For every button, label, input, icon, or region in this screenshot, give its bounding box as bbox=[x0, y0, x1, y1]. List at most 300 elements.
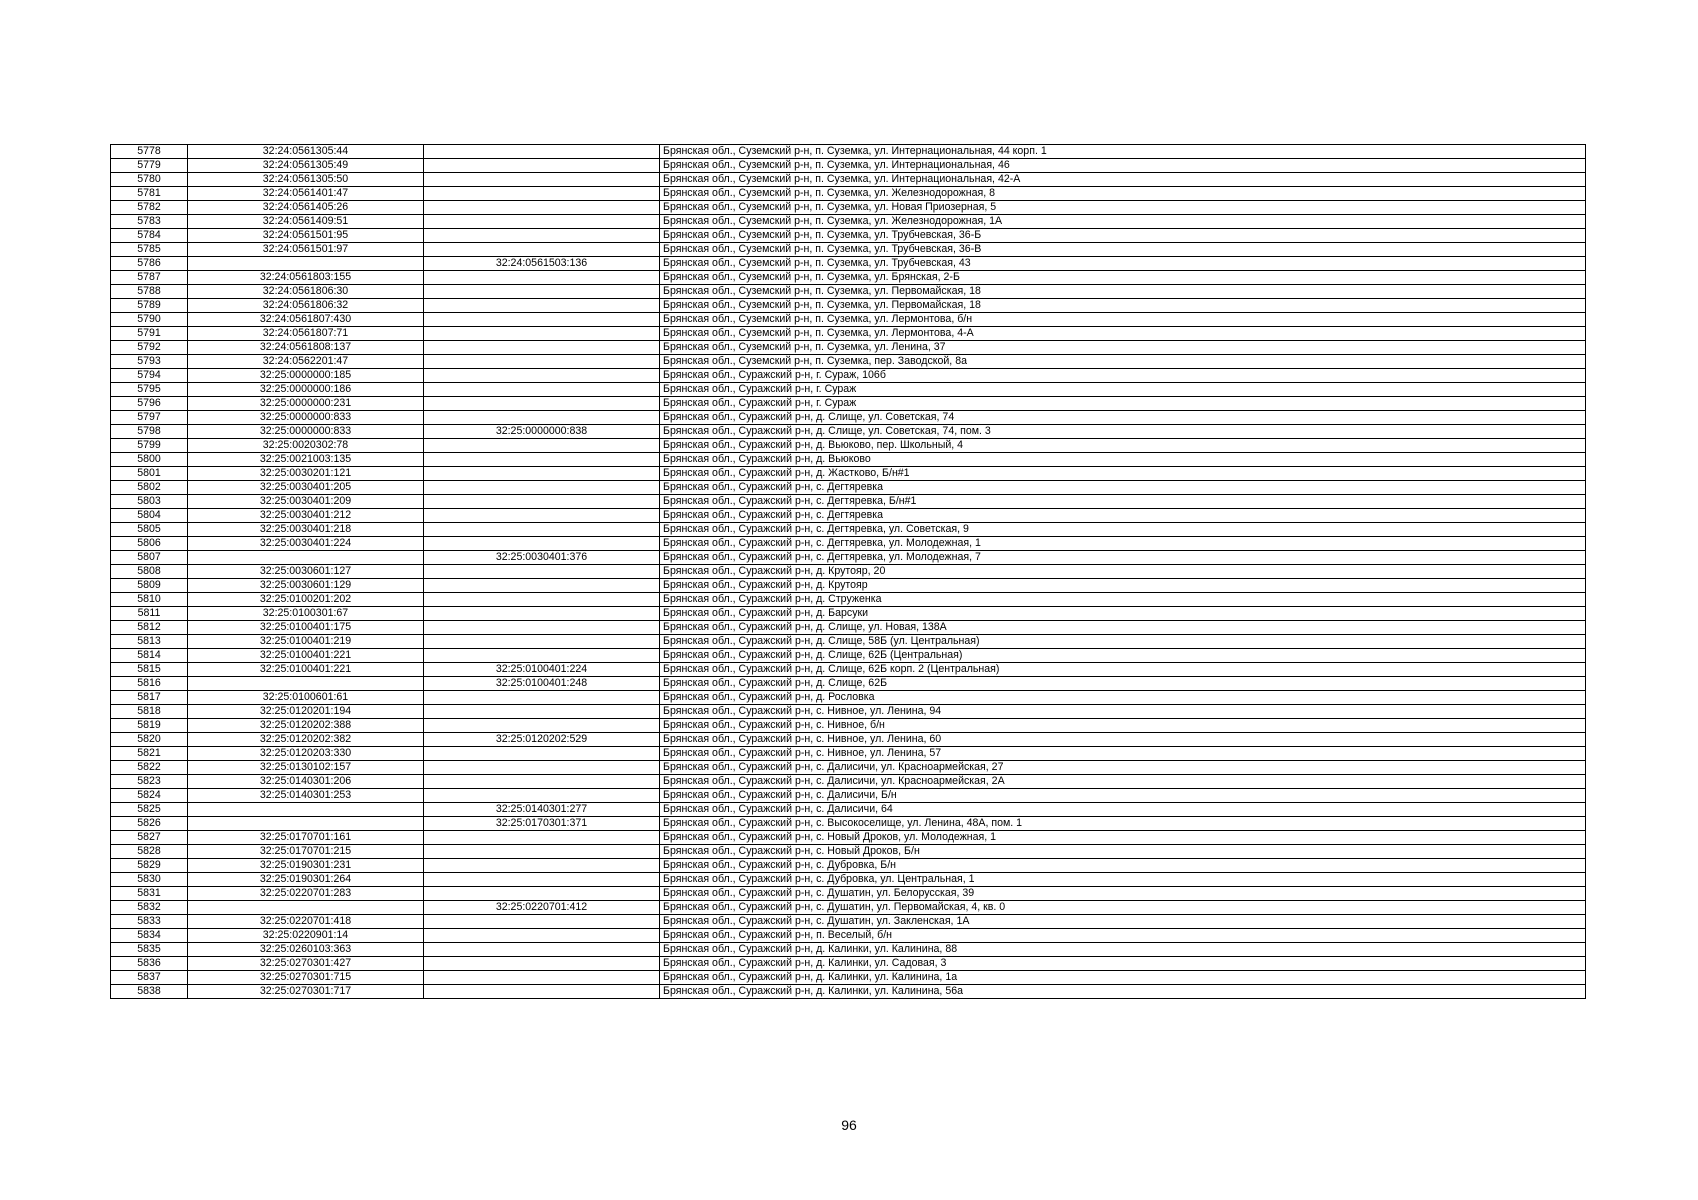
row-number-cell: 5827 bbox=[111, 831, 188, 845]
cadastral-number-cell: 32:25:0100401:221 bbox=[188, 649, 424, 663]
address-cell: Брянская обл., Суражский р-н, д. Крутояр, 20 bbox=[660, 565, 1586, 579]
row-number-cell: 5820 bbox=[111, 733, 188, 747]
cadastral-number-cell: 32:24:0561305:50 bbox=[188, 173, 424, 187]
address-cell: Брянская обл., Суземский р-н, п. Суземка, ул. Лермонтова, б/н bbox=[660, 313, 1586, 327]
related-cadastral-number-cell bbox=[424, 327, 660, 341]
address-cell: Брянская обл., Суражский р-н, с. Дегтяревка, Б/н#1 bbox=[660, 495, 1586, 509]
related-cadastral-number-cell bbox=[424, 705, 660, 719]
table-row bbox=[111, 341, 1586, 355]
related-cadastral-number-cell: 32:25:0140301:277 bbox=[424, 803, 660, 817]
row-number-cell: 5799 bbox=[111, 439, 188, 453]
row-number-cell: 5790 bbox=[111, 313, 188, 327]
address-cell: Брянская обл., Суземский р-н, п. Суземка, ул. Интернациональная, 46 bbox=[660, 159, 1586, 173]
row-number-cell: 5830 bbox=[111, 873, 188, 887]
table-row bbox=[111, 887, 1586, 901]
cadastral-number-cell: 32:24:0561808:137 bbox=[188, 341, 424, 355]
cadastral-number-cell bbox=[188, 257, 424, 271]
related-cadastral-number-cell bbox=[424, 649, 660, 663]
row-number-cell: 5803 bbox=[111, 495, 188, 509]
address-cell: Брянская обл., Суражский р-н, с. Дубровка, Б/н bbox=[660, 859, 1586, 873]
cadastral-number-cell: 32:25:0100401:221 bbox=[188, 663, 424, 677]
address-cell: Брянская обл., Суземский р-н, п. Суземка, ул. Интернациональная, 42-А bbox=[660, 173, 1586, 187]
row-number-cell: 5779 bbox=[111, 159, 188, 173]
address-cell: Брянская обл., Суражский р-н, с. Высокоселище, ул. Ленина, 48А, пом. 1 bbox=[660, 817, 1586, 831]
address-cell: Брянская обл., Суражский р-н, д. Калинки, ул. Калинина, 1а bbox=[660, 971, 1586, 985]
related-cadastral-number-cell bbox=[424, 299, 660, 313]
row-number-cell: 5793 bbox=[111, 355, 188, 369]
table-row bbox=[111, 803, 1586, 817]
related-cadastral-number-cell: 32:25:0030401:376 bbox=[424, 551, 660, 565]
cadastral-number-cell: 32:24:0561803:155 bbox=[188, 271, 424, 285]
address-cell: Брянская обл., Суражский р-н, д. Вьюково bbox=[660, 453, 1586, 467]
related-cadastral-number-cell bbox=[424, 831, 660, 845]
row-number-cell: 5812 bbox=[111, 621, 188, 635]
table-row bbox=[111, 789, 1586, 803]
row-number-cell: 5826 bbox=[111, 817, 188, 831]
related-cadastral-number-cell bbox=[424, 593, 660, 607]
cadastral-number-cell: 32:25:0030401:209 bbox=[188, 495, 424, 509]
address-cell: Брянская обл., Суражский р-н, д. Слище, 62Б (Центральная) bbox=[660, 649, 1586, 663]
cadastral-number-cell: 32:25:0000000:833 bbox=[188, 425, 424, 439]
table-row bbox=[111, 201, 1586, 215]
table-row bbox=[111, 747, 1586, 761]
address-cell: Брянская обл., Суражский р-н, с. Нивное, ул. Ленина, 60 bbox=[660, 733, 1586, 747]
cadastral-number-cell: 32:25:0190301:231 bbox=[188, 859, 424, 873]
related-cadastral-number-cell bbox=[424, 145, 660, 159]
address-cell: Брянская обл., Суземский р-н, п. Суземка, ул. Железнодорожная, 1А bbox=[660, 215, 1586, 229]
table-row bbox=[111, 859, 1586, 873]
related-cadastral-number-cell bbox=[424, 537, 660, 551]
row-number-cell: 5834 bbox=[111, 929, 188, 943]
address-cell: Брянская обл., Суземский р-н, п. Суземка, ул. Трубчевская, 36-В bbox=[660, 243, 1586, 257]
cadastral-number-cell: 32:25:0190301:264 bbox=[188, 873, 424, 887]
row-number-cell: 5831 bbox=[111, 887, 188, 901]
address-cell: Брянская обл., Суражский р-н, с. Нивное, б/н bbox=[660, 719, 1586, 733]
row-number-cell: 5809 bbox=[111, 579, 188, 593]
row-number-cell: 5810 bbox=[111, 593, 188, 607]
related-cadastral-number-cell bbox=[424, 719, 660, 733]
table-row bbox=[111, 761, 1586, 775]
related-cadastral-number-cell bbox=[424, 439, 660, 453]
cadastral-number-cell bbox=[188, 803, 424, 817]
address-cell: Брянская обл., Суражский р-н, г. Сураж bbox=[660, 383, 1586, 397]
address-cell: Брянская обл., Суземский р-н, п. Суземка, ул. Лермонтова, 4-А bbox=[660, 327, 1586, 341]
cadastral-number-cell: 32:25:0000000:186 bbox=[188, 383, 424, 397]
related-cadastral-number-cell bbox=[424, 481, 660, 495]
related-cadastral-number-cell: 32:25:0100401:224 bbox=[424, 663, 660, 677]
related-cadastral-number-cell bbox=[424, 369, 660, 383]
related-cadastral-number-cell bbox=[424, 509, 660, 523]
related-cadastral-number-cell bbox=[424, 341, 660, 355]
cadastral-number-cell: 32:25:0030401:205 bbox=[188, 481, 424, 495]
address-cell: Брянская обл., Суражский р-н, д. Рословка bbox=[660, 691, 1586, 705]
table-row bbox=[111, 593, 1586, 607]
related-cadastral-number-cell: 32:25:0120202:529 bbox=[424, 733, 660, 747]
cadastral-number-cell: 32:25:0170701:215 bbox=[188, 845, 424, 859]
table-row bbox=[111, 481, 1586, 495]
cadastral-number-cell: 32:24:0561501:97 bbox=[188, 243, 424, 257]
related-cadastral-number-cell bbox=[424, 229, 660, 243]
address-cell: Брянская обл., Суземский р-н, п. Суземка, ул. Первомайская, 18 bbox=[660, 299, 1586, 313]
cadastral-number-cell: 32:25:0100201:202 bbox=[188, 593, 424, 607]
address-cell: Брянская обл., Суражский р-н, с. Дегтяревка, ул. Молодежная, 1 bbox=[660, 537, 1586, 551]
cadastral-number-cell: 32:25:0030401:212 bbox=[188, 509, 424, 523]
table-row bbox=[111, 425, 1586, 439]
table-row bbox=[111, 159, 1586, 173]
row-number-cell: 5816 bbox=[111, 677, 188, 691]
table-row bbox=[111, 439, 1586, 453]
related-cadastral-number-cell bbox=[424, 985, 660, 999]
cadastral-number-cell: 32:25:0140301:253 bbox=[188, 789, 424, 803]
cadastral-number-cell: 32:24:0561806:30 bbox=[188, 285, 424, 299]
related-cadastral-number-cell bbox=[424, 201, 660, 215]
table-row bbox=[111, 537, 1586, 551]
address-cell: Брянская обл., Суражский р-н, г. Сураж bbox=[660, 397, 1586, 411]
related-cadastral-number-cell bbox=[424, 607, 660, 621]
related-cadastral-number-cell bbox=[424, 789, 660, 803]
table-row bbox=[111, 229, 1586, 243]
table-row bbox=[111, 985, 1586, 999]
cadastral-number-cell: 32:25:0270301:427 bbox=[188, 957, 424, 971]
address-cell: Брянская обл., Суражский р-н, с. Дегтяревка bbox=[660, 509, 1586, 523]
cadastral-number-cell: 32:24:0561501:95 bbox=[188, 229, 424, 243]
table-row bbox=[111, 817, 1586, 831]
cadastral-number-cell: 32:25:0100401:175 bbox=[188, 621, 424, 635]
related-cadastral-number-cell bbox=[424, 173, 660, 187]
row-number-cell: 5792 bbox=[111, 341, 188, 355]
cadastral-number-cell: 32:25:0120202:388 bbox=[188, 719, 424, 733]
row-number-cell: 5832 bbox=[111, 901, 188, 915]
table-row bbox=[111, 621, 1586, 635]
address-cell: Брянская обл., Суражский р-н, д. Слище, 62Б bbox=[660, 677, 1586, 691]
related-cadastral-number-cell bbox=[424, 313, 660, 327]
table-row bbox=[111, 355, 1586, 369]
cadastral-number-cell: 32:25:0030201:121 bbox=[188, 467, 424, 481]
row-number-cell: 5784 bbox=[111, 229, 188, 243]
table-row bbox=[111, 565, 1586, 579]
address-cell: Брянская обл., Суземский р-н, п. Суземка, ул. Брянская, 2-Б bbox=[660, 271, 1586, 285]
row-number-cell: 5833 bbox=[111, 915, 188, 929]
related-cadastral-number-cell bbox=[424, 887, 660, 901]
table-row bbox=[111, 719, 1586, 733]
related-cadastral-number-cell: 32:25:0170301:371 bbox=[424, 817, 660, 831]
address-cell: Брянская обл., Суражский р-н, с. Душатин, ул. Первомайская, 4, кв. 0 bbox=[660, 901, 1586, 915]
related-cadastral-number-cell bbox=[424, 747, 660, 761]
row-number-cell: 5800 bbox=[111, 453, 188, 467]
cadastral-number-cell: 32:24:0561305:44 bbox=[188, 145, 424, 159]
address-cell: Брянская обл., Суражский р-н, с. Нивное, ул. Ленина, 57 bbox=[660, 747, 1586, 761]
related-cadastral-number-cell bbox=[424, 467, 660, 481]
address-cell: Брянская обл., Суражский р-н, д. Слище, ул. Советская, 74, пом. 3 bbox=[660, 425, 1586, 439]
related-cadastral-number-cell bbox=[424, 383, 660, 397]
table-row bbox=[111, 453, 1586, 467]
cadastral-number-cell: 32:25:0100601:61 bbox=[188, 691, 424, 705]
row-number-cell: 5786 bbox=[111, 257, 188, 271]
table-row bbox=[111, 271, 1586, 285]
row-number-cell: 5782 bbox=[111, 201, 188, 215]
related-cadastral-number-cell bbox=[424, 957, 660, 971]
row-number-cell: 5788 bbox=[111, 285, 188, 299]
address-cell: Брянская обл., Суражский р-н, д. Калинки, ул. Садовая, 3 bbox=[660, 957, 1586, 971]
row-number-cell: 5794 bbox=[111, 369, 188, 383]
address-cell: Брянская обл., Суражский р-н, д. Калинки, ул. Калинина, 56а bbox=[660, 985, 1586, 999]
cadastral-number-cell: 32:25:0120203:330 bbox=[188, 747, 424, 761]
table-row bbox=[111, 901, 1586, 915]
cadastral-number-cell: 32:25:0270301:717 bbox=[188, 985, 424, 999]
related-cadastral-number-cell bbox=[424, 215, 660, 229]
table-row bbox=[111, 551, 1586, 565]
row-number-cell: 5797 bbox=[111, 411, 188, 425]
table-row bbox=[111, 285, 1586, 299]
row-number-cell: 5806 bbox=[111, 537, 188, 551]
address-cell: Брянская обл., Суражский р-н, д. Калинки, ул. Калинина, 88 bbox=[660, 943, 1586, 957]
table-row bbox=[111, 691, 1586, 705]
related-cadastral-number-cell bbox=[424, 859, 660, 873]
table-row bbox=[111, 579, 1586, 593]
row-number-cell: 5801 bbox=[111, 467, 188, 481]
table-row bbox=[111, 411, 1586, 425]
cadastral-number-cell: 32:25:0021003:135 bbox=[188, 453, 424, 467]
table-row bbox=[111, 299, 1586, 313]
cadastral-number-cell: 32:24:0561409:51 bbox=[188, 215, 424, 229]
row-number-cell: 5781 bbox=[111, 187, 188, 201]
table-row bbox=[111, 145, 1586, 159]
cadastral-number-cell: 32:25:0030601:129 bbox=[188, 579, 424, 593]
table-row bbox=[111, 775, 1586, 789]
cadastral-number-cell: 32:25:0100301:67 bbox=[188, 607, 424, 621]
table-row bbox=[111, 215, 1586, 229]
registry-table bbox=[110, 144, 1586, 999]
cadastral-number-cell: 32:24:0561401:47 bbox=[188, 187, 424, 201]
related-cadastral-number-cell bbox=[424, 915, 660, 929]
table-row bbox=[111, 607, 1586, 621]
row-number-cell: 5821 bbox=[111, 747, 188, 761]
row-number-cell: 5795 bbox=[111, 383, 188, 397]
address-cell: Брянская обл., Суземский р-н, п. Суземка, пер. Заводской, 8а bbox=[660, 355, 1586, 369]
cadastral-number-cell bbox=[188, 901, 424, 915]
row-number-cell: 5789 bbox=[111, 299, 188, 313]
related-cadastral-number-cell bbox=[424, 845, 660, 859]
address-cell: Брянская обл., Суражский р-н, с. Душатин, ул. Белорусская, 39 bbox=[660, 887, 1586, 901]
related-cadastral-number-cell bbox=[424, 873, 660, 887]
related-cadastral-number-cell bbox=[424, 243, 660, 257]
row-number-cell: 5804 bbox=[111, 509, 188, 523]
row-number-cell: 5808 bbox=[111, 565, 188, 579]
cadastral-number-cell bbox=[188, 551, 424, 565]
row-number-cell: 5823 bbox=[111, 775, 188, 789]
related-cadastral-number-cell bbox=[424, 971, 660, 985]
table-row bbox=[111, 943, 1586, 957]
row-number-cell: 5815 bbox=[111, 663, 188, 677]
related-cadastral-number-cell bbox=[424, 621, 660, 635]
cadastral-number-cell: 32:25:0220901:14 bbox=[188, 929, 424, 943]
table-row bbox=[111, 971, 1586, 985]
address-cell: Брянская обл., Суражский р-н, д. Слище, 58Б (ул. Центральная) bbox=[660, 635, 1586, 649]
address-cell: Брянская обл., Суражский р-н, г. Сураж, 106б bbox=[660, 369, 1586, 383]
row-number-cell: 5778 bbox=[111, 145, 188, 159]
address-cell: Брянская обл., Суражский р-н, д. Барсуки bbox=[660, 607, 1586, 621]
row-number-cell: 5787 bbox=[111, 271, 188, 285]
related-cadastral-number-cell: 32:24:0561503:136 bbox=[424, 257, 660, 271]
row-number-cell: 5814 bbox=[111, 649, 188, 663]
cadastral-number-cell: 32:24:0561807:71 bbox=[188, 327, 424, 341]
row-number-cell: 5829 bbox=[111, 859, 188, 873]
row-number-cell: 5805 bbox=[111, 523, 188, 537]
table-row bbox=[111, 523, 1586, 537]
table-row bbox=[111, 649, 1586, 663]
cadastral-number-cell: 32:25:0260103:363 bbox=[188, 943, 424, 957]
row-number-cell: 5824 bbox=[111, 789, 188, 803]
cadastral-number-cell: 32:25:0000000:833 bbox=[188, 411, 424, 425]
related-cadastral-number-cell bbox=[424, 411, 660, 425]
row-number-cell: 5822 bbox=[111, 761, 188, 775]
address-cell: Брянская обл., Суражский р-н, с. Дегтяревка, ул. Советская, 9 bbox=[660, 523, 1586, 537]
related-cadastral-number-cell bbox=[424, 523, 660, 537]
table-row bbox=[111, 509, 1586, 523]
row-number-cell: 5780 bbox=[111, 173, 188, 187]
table-row bbox=[111, 495, 1586, 509]
address-cell: Брянская обл., Суражский р-н, д. Крутояр bbox=[660, 579, 1586, 593]
cadastral-number-cell: 32:25:0020302:78 bbox=[188, 439, 424, 453]
cadastral-number-cell: 32:24:0561305:49 bbox=[188, 159, 424, 173]
row-number-cell: 5817 bbox=[111, 691, 188, 705]
related-cadastral-number-cell bbox=[424, 453, 660, 467]
cadastral-number-cell: 32:25:0140301:206 bbox=[188, 775, 424, 789]
table-row bbox=[111, 243, 1586, 257]
table-row bbox=[111, 313, 1586, 327]
registry-table-body bbox=[111, 145, 1586, 999]
address-cell: Брянская обл., Суземский р-н, п. Суземка, ул. Трубчевская, 43 bbox=[660, 257, 1586, 271]
cadastral-number-cell: 32:25:0130102:157 bbox=[188, 761, 424, 775]
address-cell: Брянская обл., Суземский р-н, п. Суземка, ул. Ленина, 37 bbox=[660, 341, 1586, 355]
page-number: 96 bbox=[841, 1117, 857, 1133]
cadastral-number-cell: 32:24:0561807:430 bbox=[188, 313, 424, 327]
table-row bbox=[111, 635, 1586, 649]
row-number-cell: 5818 bbox=[111, 705, 188, 719]
related-cadastral-number-cell bbox=[424, 187, 660, 201]
table-row bbox=[111, 873, 1586, 887]
row-number-cell: 5828 bbox=[111, 845, 188, 859]
address-cell: Брянская обл., Суражский р-н, д. Слище, ул. Новая, 138А bbox=[660, 621, 1586, 635]
address-cell: Брянская обл., Суземский р-н, п. Суземка, ул. Новая Приозерная, 5 bbox=[660, 201, 1586, 215]
table-row bbox=[111, 831, 1586, 845]
table-row bbox=[111, 173, 1586, 187]
row-number-cell: 5783 bbox=[111, 215, 188, 229]
address-cell: Брянская обл., Суражский р-н, д. Слище, ул. Советская, 74 bbox=[660, 411, 1586, 425]
table-row bbox=[111, 467, 1586, 481]
cadastral-number-cell bbox=[188, 817, 424, 831]
related-cadastral-number-cell bbox=[424, 285, 660, 299]
row-number-cell: 5802 bbox=[111, 481, 188, 495]
table-row bbox=[111, 845, 1586, 859]
related-cadastral-number-cell bbox=[424, 761, 660, 775]
related-cadastral-number-cell bbox=[424, 943, 660, 957]
table-row bbox=[111, 327, 1586, 341]
related-cadastral-number-cell bbox=[424, 691, 660, 705]
cadastral-number-cell: 32:25:0030401:218 bbox=[188, 523, 424, 537]
cadastral-number-cell: 32:24:0562201:47 bbox=[188, 355, 424, 369]
cadastral-number-cell: 32:25:0120201:194 bbox=[188, 705, 424, 719]
table-row bbox=[111, 663, 1586, 677]
row-number-cell: 5838 bbox=[111, 985, 188, 999]
cadastral-number-cell: 32:24:0561806:32 bbox=[188, 299, 424, 313]
address-cell: Брянская обл., Суражский р-н, с. Новый Дроков, Б/н bbox=[660, 845, 1586, 859]
address-cell: Брянская обл., Суземский р-н, п. Суземка, ул. Интернациональная, 44 корп. 1 bbox=[660, 145, 1586, 159]
address-cell: Брянская обл., Суземский р-н, п. Суземка, ул. Трубчевская, 36-Б bbox=[660, 229, 1586, 243]
related-cadastral-number-cell bbox=[424, 271, 660, 285]
table-row bbox=[111, 929, 1586, 943]
cadastral-number-cell: 32:25:0030601:127 bbox=[188, 565, 424, 579]
address-cell: Брянская обл., Суражский р-н, д. Струженка bbox=[660, 593, 1586, 607]
address-cell: Брянская обл., Суражский р-н, с. Дегтяревка, ул. Молодежная, 7 bbox=[660, 551, 1586, 565]
address-cell: Брянская обл., Суражский р-н, с. Далисичи, 64 bbox=[660, 803, 1586, 817]
table-row bbox=[111, 733, 1586, 747]
table-row bbox=[111, 705, 1586, 719]
address-cell: Брянская обл., Суражский р-н, с. Нивное, ул. Ленина, 94 bbox=[660, 705, 1586, 719]
cadastral-number-cell: 32:25:0000000:185 bbox=[188, 369, 424, 383]
address-cell: Брянская обл., Суражский р-н, с. Дегтяревка bbox=[660, 481, 1586, 495]
cadastral-number-cell: 32:25:0000000:231 bbox=[188, 397, 424, 411]
related-cadastral-number-cell bbox=[424, 159, 660, 173]
row-number-cell: 5796 bbox=[111, 397, 188, 411]
related-cadastral-number-cell bbox=[424, 397, 660, 411]
table-row bbox=[111, 397, 1586, 411]
related-cadastral-number-cell bbox=[424, 929, 660, 943]
address-cell: Брянская обл., Суражский р-н, с. Душатин, ул. Закленская, 1А bbox=[660, 915, 1586, 929]
related-cadastral-number-cell bbox=[424, 635, 660, 649]
table-row bbox=[111, 957, 1586, 971]
row-number-cell: 5785 bbox=[111, 243, 188, 257]
table-row bbox=[111, 915, 1586, 929]
row-number-cell: 5798 bbox=[111, 425, 188, 439]
address-cell: Брянская обл., Суземский р-н, п. Суземка, ул. Железнодорожная, 8 bbox=[660, 187, 1586, 201]
row-number-cell: 5825 bbox=[111, 803, 188, 817]
table-row bbox=[111, 369, 1586, 383]
address-cell: Брянская обл., Суражский р-н, с. Далисичи, ул. Красноармейская, 27 bbox=[660, 761, 1586, 775]
address-cell: Брянская обл., Суражский р-н, д. Вьюково, пер. Школьный, 4 bbox=[660, 439, 1586, 453]
address-cell: Брянская обл., Суземский р-н, п. Суземка, ул. Первомайская, 18 bbox=[660, 285, 1586, 299]
row-number-cell: 5811 bbox=[111, 607, 188, 621]
related-cadastral-number-cell bbox=[424, 579, 660, 593]
address-cell: Брянская обл., Суражский р-н, с. Дубровка, ул. Центральная, 1 bbox=[660, 873, 1586, 887]
row-number-cell: 5791 bbox=[111, 327, 188, 341]
table-row bbox=[111, 257, 1586, 271]
row-number-cell: 5807 bbox=[111, 551, 188, 565]
related-cadastral-number-cell bbox=[424, 495, 660, 509]
row-number-cell: 5813 bbox=[111, 635, 188, 649]
cadastral-number-cell: 32:25:0220701:418 bbox=[188, 915, 424, 929]
related-cadastral-number-cell: 32:25:0100401:248 bbox=[424, 677, 660, 691]
related-cadastral-number-cell: 32:25:0000000:838 bbox=[424, 425, 660, 439]
table-row bbox=[111, 383, 1586, 397]
related-cadastral-number-cell bbox=[424, 775, 660, 789]
table-row bbox=[111, 187, 1586, 201]
address-cell: Брянская обл., Суражский р-н, с. Далисичи, ул. Красноармейская, 2А bbox=[660, 775, 1586, 789]
cadastral-number-cell: 32:25:0270301:715 bbox=[188, 971, 424, 985]
related-cadastral-number-cell: 32:25:0220701:412 bbox=[424, 901, 660, 915]
row-number-cell: 5835 bbox=[111, 943, 188, 957]
row-number-cell: 5819 bbox=[111, 719, 188, 733]
table-row bbox=[111, 677, 1586, 691]
address-cell: Брянская обл., Суражский р-н, с. Далисичи, Б/н bbox=[660, 789, 1586, 803]
cadastral-number-cell: 32:25:0220701:283 bbox=[188, 887, 424, 901]
address-cell: Брянская обл., Суражский р-н, д. Слище, 62Б корп. 2 (Центральная) bbox=[660, 663, 1586, 677]
cadastral-number-cell bbox=[188, 677, 424, 691]
cadastral-number-cell: 32:25:0170701:161 bbox=[188, 831, 424, 845]
cadastral-number-cell: 32:25:0100401:219 bbox=[188, 635, 424, 649]
cadastral-number-cell: 32:25:0030401:224 bbox=[188, 537, 424, 551]
cadastral-number-cell: 32:25:0120202:382 bbox=[188, 733, 424, 747]
